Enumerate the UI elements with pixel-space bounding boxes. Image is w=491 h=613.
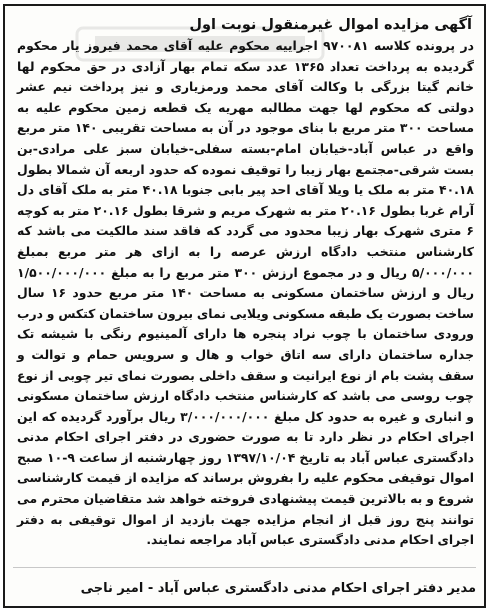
legal-notice (3, 4, 486, 608)
notice-signature: مدیر دفتر اجرای احکام مدنی دادگستری عباس آباد - امیر ناجی (80, 581, 476, 596)
notice-content (15, 12, 476, 600)
notice-title: آگهی مزایده اموال غیرمنقول نوبت اول (189, 17, 472, 33)
divider (13, 567, 476, 568)
notice-body: در پرونده کلاسه ۹۷۰۰۸۱ اجراییه محکوم علیه آقای محمد فیروز یار محکوم گردیده به پرداخت تعداد ۱۳۶۵ عدد سکه تمام بهار آزادی در حق محکوم لها خانم گیتا بزرگی با وکالت آقای محمد ورمزیاری و نیز پرداخت نیم عشر دولتی که محکوم لها جهت مطالبه مهریه یک قطعه زمین محکوم علیه به مساحت ۳۰۰ متر مربع با بنای موجود در آن به مساحت تقریبی ۱۴۰ متر مربع واقع در عباس آباد-خیابان امام-بسته سفلی-خیابان سبز علی مرادی-بن بست شرقی-مجتمع بهار زیبا را توقیف نموده که حدود اربعه آن شمالا بطول ۴۰.۱۸ متر به ملک یا ویلا آقای احد پیر بابی جنوبا ۴۰.۱۸ متر به ملک آقای دل آرام غربا بطول ۲۰.۱۶ متر به شهرک مریم و شرقا بطول ۲۰.۱۶ متر به کوچه ۶ متری شهرک بهار زیبا محدود می گردد که فاقد سند مالکیت می باشد که کارشناس منتخب دادگاه ارزش عرصه را به ازای هر متر مربع بمبلغ ۵/۰۰۰/۰۰۰ ریال و در مجموع ارزش ۳۰۰ متر مربع را به مبلغ ۱/۵۰۰/۰۰۰/۰۰۰ ریال و ارزش ساختمان مسکونی به مساحت ۱۴۰ متر مربع حدود ۱۶ سال ساخت بصورت یک طبقه مسکونی ویلایی نمای بیرون ساختمان کتکس و درب ورودی ساختمان با چوب نراد پنجره ها دارای آلمینیوم رنگی با شیشه تک جداره ساختمان دارای سه اتاق خواب و هال و سرویس حمام و توالت و سقف پشت بام از نوع ایرانیت و سقف داخلی بصورت نمای تیر چوبی از نوع چوب روسی می باشد که کارشناس منتخب دادگاه ارزش ساختمان مسکونی و انباری و غیره به حدود کل مبلغ ۳/۰۰۰/۰۰۰/۰۰۰ ریال برآورد گردیده که این اجرای احکام در نظر دارد تا به صورت حضوری در دفتر اجرای احکام مدنی دادگستری عباس آباد به تاریخ ۱۳۹۷/۱۰/۰۴ روز چهارشنبه از ساعت ۹-۱۰ صبح اموال توقیفی محکوم علیه را بفروش برساند که مزایده از قیمت کارشناسی شروع و به بالاترین قیمت پیشنهادی فروخته خواهد شد متقاضیان محترم می توانند پنج روز قبل از انجام مزایده جهت بازدید از اموال توقیفی به دفتر اجرای احکام مدنی دادگستری عباس آباد مراجعه نمایند. (17, 38, 475, 548)
